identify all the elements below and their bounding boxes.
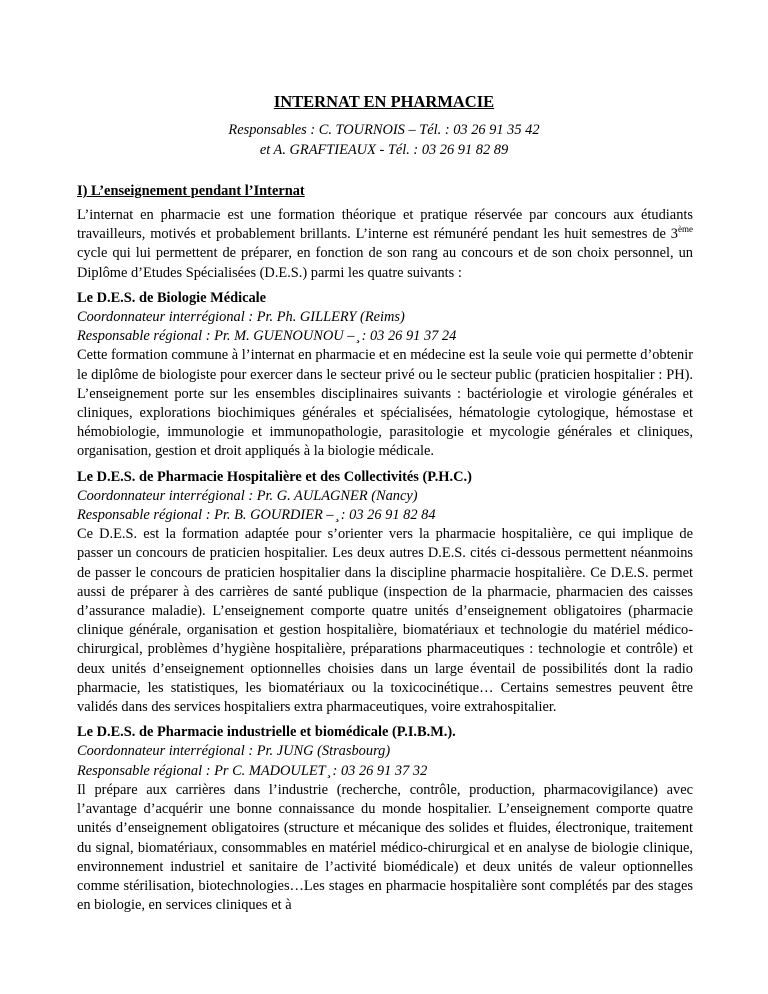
page-title: INTERNAT EN PHARMACIE xyxy=(273,92,495,111)
des-phc-responsable: Responsable régional : Pr. B. GOURDIER – ̧ : 03 26 91 82 84 xyxy=(77,507,436,524)
des-phc-title: Le D.E.S. de Pharmacie Hospitalière et des Collectivités (P.H.C.) xyxy=(77,468,472,485)
intro-text-2: cycle qui lui permettent de préparer, en fonction de son rang au concours et de son choix personnel, un Diplôme d’Etudes Spécialisées (D.E.S.) parmi les quatre suivants : xyxy=(77,245,693,281)
intro-text-1: L’internat en pharmacie est une formation théorique et pratique réservée par concours aux étudiants travailleurs, motivés et probablement brillants. L’interne est rémunéré pendant les huit semestres de 3 xyxy=(77,207,693,243)
section-heading: I) L’enseignement pendant l’Internat xyxy=(77,183,305,199)
body-content xyxy=(77,206,693,915)
des-biologie-responsable: Responsable régional : Pr. M. GUENOUNOU – ̧ : 03 26 91 37 24 xyxy=(77,328,457,345)
des-pibm xyxy=(77,723,693,915)
des-biologie-text: Cette formation commune à l’internat en pharmacie et en médecine est la seule voie qui permette d’obtenir le diplôme de biologiste pour exercer dans le secteur privé ou le secteur public (praticien hospitalier : PH). L’enseignement porte sur les ensembles disciplinaires suivants : bactériologie et virologie générales et cliniques, explorations biochimiques générales et spécialisées, hématologie cytologique, hémostase et hémobiologie, immunologie et immunopathologie, parasitologie et mycologie générales et cliniques, organisation, gestion et droit appliqués à la biologie médicale. xyxy=(77,347,693,460)
des-pibm-text: Il prépare aux carrières dans l’industrie (recherche, contrôle, production, pharmacovigilance) avec l’avantage d’acquérir une bonne connaissance du monde hospitalier. L’enseignement comporte quatre unités d’enseignement obligatoires (structure et mécanique des solides et fluides, électronique, traitement du signal, biomatériaux, consommables en matériel médico-chirurgical et en analyse de biologie clinique, environnement industriel et sanitaire de l’activité biomédicale) et deux unités de valeur optionnelles comme stérilisation, biotechnologies…Les stages en pharmacie hospitalière sont complétés par des stages en biologie, en services cliniques et à xyxy=(77,781,693,914)
des-biologie-coordonnateur: Coordonnateur interrégional : Pr. Ph. GILLERY (Reims) xyxy=(77,309,405,326)
intro-paragraph xyxy=(77,206,693,283)
des-phc-coordonnateur: Coordonnateur interrégional : Pr. G. AULAGNER (Nancy) xyxy=(77,487,418,504)
responsables-line-1: Responsables : C. TOURNOIS – Tél. : 03 26 91 35 42 xyxy=(228,122,540,138)
des-biologie-title: Le D.E.S. de Biologie Médicale xyxy=(77,289,267,306)
responsables-line-2: et A. GRAFTIEAUX - Tél. : 03 26 91 82 89 xyxy=(259,142,509,158)
des-pibm-coordonnateur: Coordonnateur interrégional : Pr. JUNG (Strasbourg) xyxy=(77,743,391,760)
des-phc-text: Ce D.E.S. est la formation adaptée pour s’orienter vers la pharmacie hospitalière, ce qui implique de passer un concours de praticien hospitalier. Les deux autres D.E.S. cités ci-dessous permettent néanmoins de passer le concours de praticien hospitalier dans la discipline pharmacie hospitalière. Ce D.E.S. permet aussi de préparer à des carrières de santé publique (inspection de la pharmacie, pharmacien des caisses d’assurance maladie). L’enseignement comporte quatre unités d’enseignement obligatoires (pharmacie clinique générale, organisation et gestion hospitalière, biomatériaux et technologie du matériel médico-chirurgical, problèmes d’hygiène hospitalière, préparations pharmaceutiques : technologie et contrôle) et deux unités d’enseignement optionnelles choisies dans un large éventail de possibilités dont la radio pharmacie, les statistiques, les biomatériaux ou la toxicocinétique… Certains semestres peuvent être validés dans des services hospitaliers extra pharmaceutiques, voire extrahospitalier. xyxy=(77,526,693,716)
intro-superscript: ème xyxy=(678,224,693,235)
des-pibm-title: Le D.E.S. de Pharmacie industrielle et biomédicale (P.I.B.M.). xyxy=(77,724,456,741)
des-pibm-responsable: Responsable régional : Pr C. MADOULET ̧ : 03 26 91 37 32 xyxy=(77,762,428,779)
des-biologie xyxy=(77,289,693,462)
des-phc xyxy=(77,468,693,718)
